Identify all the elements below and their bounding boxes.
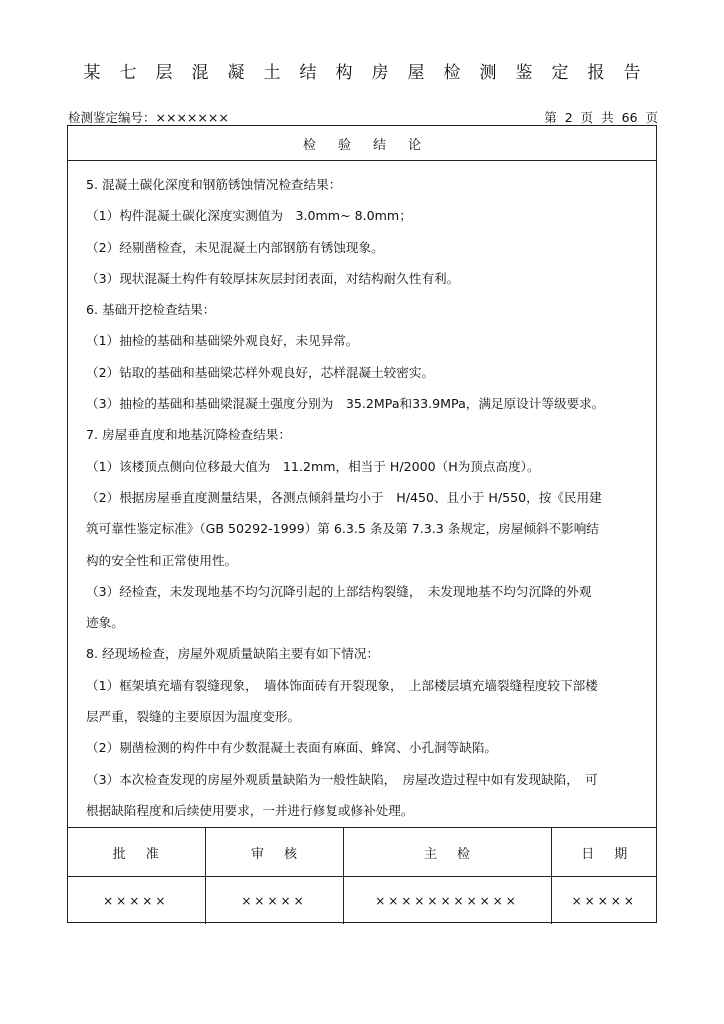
conclusion-line: （2）剔凿检测的构件中有少数混凝土表面有麻面、蜂窝、小孔洞等缺陷。 [86, 740, 498, 756]
signoff-header-row [67, 828, 657, 877]
conclusion-line: 5. 混凝土碳化深度和钢筋锈蚀情况检查结果： [86, 177, 342, 192]
conclusion-line: （1）构件混凝土碳化深度实测值为 3.0mm~ 8.0mm； [86, 208, 412, 224]
conclusion-line: 8. 经现场检查，房屋外观质量缺陷主要有如下情况： [86, 646, 380, 662]
conclusion-line: 根据缺陷程度和后续使用要求，一并进行修复或修补处理。 [86, 802, 414, 818]
conclusion-line: （1）抽检的基础和基础梁外观良好，未见异常。 [86, 333, 359, 349]
signoff-header-review: 审核 [205, 828, 343, 877]
conclusion-line: （3）现状混凝土构件有较厚抹灰层封闭表面，对结构耐久性有利。 [86, 270, 460, 286]
conclusion-line: 迹象。 [86, 615, 124, 631]
conclusion-line: （2）经剔凿检查，未见混凝土内部钢筋有锈蚀现象。 [86, 239, 384, 255]
conclusion-line: （2）钻取的基础和基础梁芯样外观良好，芯样混凝土较密实。 [86, 364, 435, 380]
section-header: 检验结论 [68, 126, 656, 161]
conclusion-line: （3）抽检的基础和基础梁混凝土强度分别为 35.2MPa和33.9MPa，满足原设计等级要求。 [86, 396, 605, 412]
report-number-value: ××××××× [155, 110, 229, 125]
signoff-value-approve: ××××× [67, 877, 205, 925]
signoff-table [67, 827, 657, 924]
report-number [68, 108, 229, 126]
conclusion-line: 层严重，裂缝的主要原因为温度变形。 [86, 709, 301, 725]
signoff-value-date: ××××× [551, 877, 657, 925]
conclusion-line: 构的安全性和正常使用性。 [86, 552, 238, 568]
report-box [67, 125, 657, 923]
conclusion-line: 6. 基础开挖检查结果： [86, 302, 216, 318]
signoff-value-row [67, 877, 657, 925]
conclusion-line: 筑可靠性鉴定标准》（GB 50292-1999）第 6.3.5 条及第 7.3.3 条规定，房屋倾斜不影响结 [86, 521, 599, 537]
report-title: 某七层混凝土结构房屋检测鉴定报告 [83, 63, 660, 83]
conclusions-content [68, 161, 656, 826]
signoff-header-date: 日期 [551, 828, 657, 877]
signoff-value-review: ××××× [205, 877, 343, 925]
signoff-value-inspector: ××××××××××× [343, 877, 551, 925]
signoff-header-inspector: 主检 [343, 828, 551, 877]
conclusion-line: （1）框架填充墙有裂缝现象， 墙体饰面砖有开裂现象， 上部楼层填充墙裂缝程度较下部楼 [86, 677, 598, 693]
conclusion-line: （1）该楼顶点侧向位移最大值为 11.2mm，相当于 H/2000（H为顶点高度）。 [86, 458, 540, 474]
conclusion-line: （2）根据房屋垂直度测量结果，各测点倾斜量均小于 H/450、且小于 H/550，按《民用建 [86, 489, 602, 505]
conclusion-line: （3）经检查，未发现地基不均匀沉降引起的上部结构裂缝， 未发现地基不均匀沉降的外观 [86, 583, 592, 599]
conclusion-line: （3）本次检查发现的房屋外观质量缺陷为一般性缺陷， 房屋改造过程中如有发现缺陷， 可 [86, 771, 598, 787]
conclusion-line: 7. 房屋垂直度和地基沉降检查结果： [86, 427, 291, 443]
signoff-header-approve: 批准 [67, 828, 205, 877]
report-number-label: 检测鉴定编号： [68, 110, 156, 125]
page-info: 第 2 页 共 66 页 [544, 110, 658, 125]
